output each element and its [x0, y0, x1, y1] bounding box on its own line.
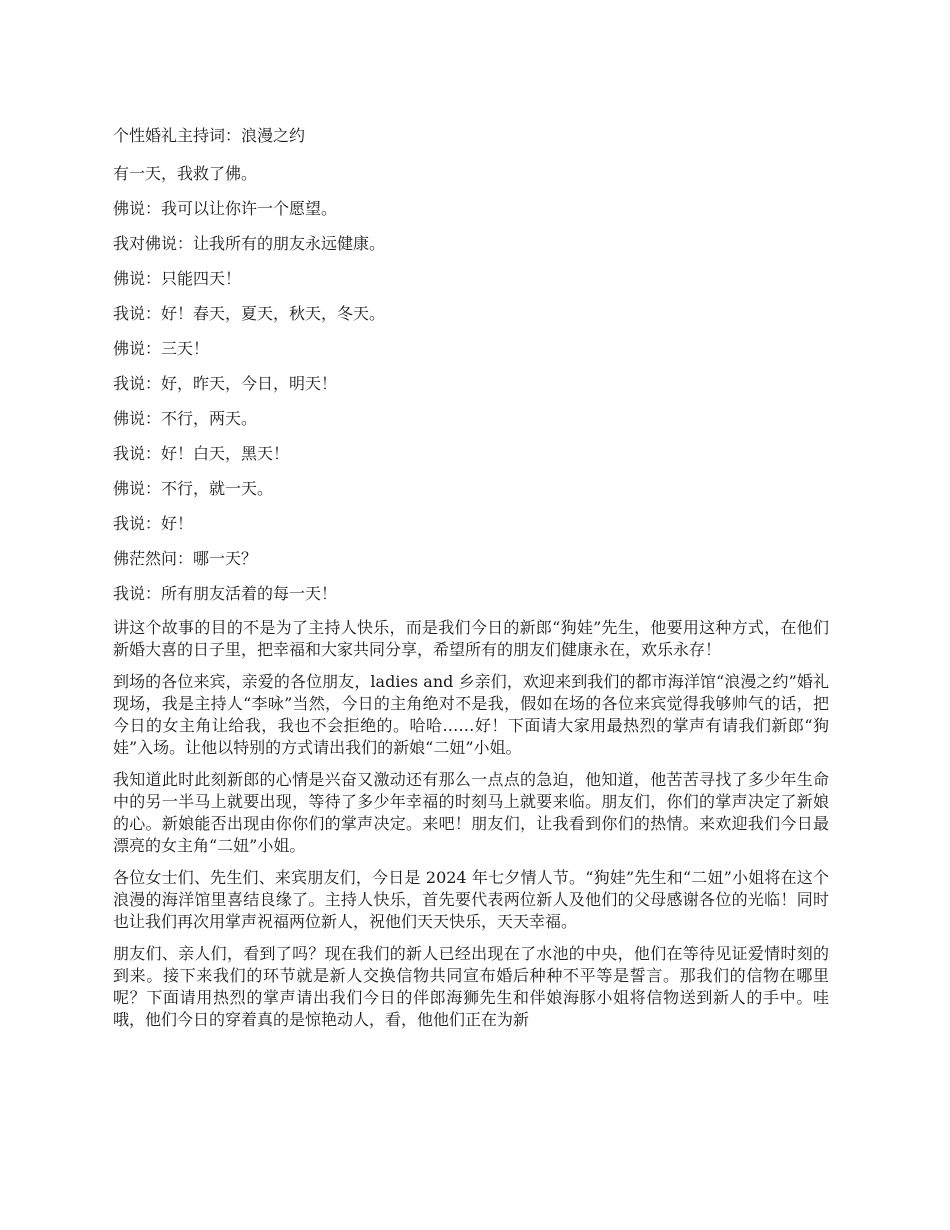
dialogue-line: 佛说：三天！ — [113, 339, 210, 358]
dialogue-line: 我说：好！春天，夏天，秋天，冬天。 — [113, 304, 386, 323]
dialogue-line: 佛说：我可以让你许一个愿望。 — [113, 199, 338, 218]
dialogue-line: 有一天，我救了佛。 — [113, 164, 258, 183]
body-paragraph: 到场的各位来宾，亲爱的各位朋友，ladies and 乡亲们，欢迎来到我们的都市海洋馆“浪漫之约”婚礼现场，我是主持人“李咏”当然，今日的主角绝对不是我，假如在场的各位来宾觉得我够帅气的话，把今日的女主角让给我，我也不会拒绝的。哈哈……好！下面请大家用最热烈的掌声有请我们新郎“狗娃”入场。让他以特别的方式请出我们的新娘“二妞”小姐。 — [113, 672, 829, 757]
dialogue-line: 我说：好，昨天，今日，明天！ — [113, 374, 338, 393]
dialogue-line: 我对佛说：让我所有的朋友永远健康。 — [113, 234, 386, 253]
dialogue-line: 佛说：不行，就一天。 — [113, 479, 274, 498]
dialogue-line: 佛说：不行，两天。 — [113, 409, 258, 428]
body-paragraph: 我知道此时此刻新郎的心情是兴奋又激动还有那么一点点的急迫，他知道，他苦苦寻找了多少年生命中的另一半马上就要出现，等待了多少年幸福的时刻马上就要来临。朋友们，你们的掌声决定了新娘的心。新娘能否出现由你你们的掌声决定。来吧！朋友们，让我看到你们的热情。来欢迎我们今日最漂亮的女主角“二妞”小姐。 — [113, 770, 829, 855]
dialogue-line: 佛茫然问：哪一天？ — [113, 549, 258, 568]
body-paragraph: 各位女士们、先生们、来宾朋友们，今日是 2024 年七夕情人节。“狗娃”先生和“二妞”小姐将在这个浪漫的海洋馆里喜结良缘了。主持人快乐，首先要代表两位新人及他们的父母感谢各位的光临！同时也让我们再次用掌声祝福两位新人，祝他们天天快乐，天天幸福。 — [113, 868, 829, 931]
dialogue-line: 我说：所有朋友活着的每一天！ — [113, 584, 338, 603]
document-page — [113, 124, 829, 1041]
dialogue-line: 我说：好！ — [113, 514, 194, 533]
document-title: 个性婚礼主持词：浪漫之约 — [113, 126, 306, 145]
body-paragraph: 讲这个故事的目的不是为了主持人快乐，而是我们今日的新郎“狗娃”先生，他要用这种方式，在他们新婚大喜的日子里，把幸福和大家共同分享，希望所有的朋友们健康永在，欢乐永存！ — [113, 618, 829, 659]
body-paragraph: 朋友们、亲人们，看到了吗？现在我们的新人已经出现在了水池的中央，他们在等待见证爱情时刻的到来。接下来我们的环节就是新人交换信物共同宣布婚后种种不平等是誓言。那我们的信物在哪里呢？下面请用热烈的掌声请出我们今日的伴郎海狮先生和伴娘海豚小姐将信物送到新人的手中。哇哦，他们今日的穿着真的是惊艳动人，看，他他们正在为新 — [113, 944, 829, 1029]
dialogue-line: 我说：好！白天，黑天！ — [113, 444, 290, 463]
dialogue-line: 佛说：只能四天！ — [113, 269, 242, 288]
